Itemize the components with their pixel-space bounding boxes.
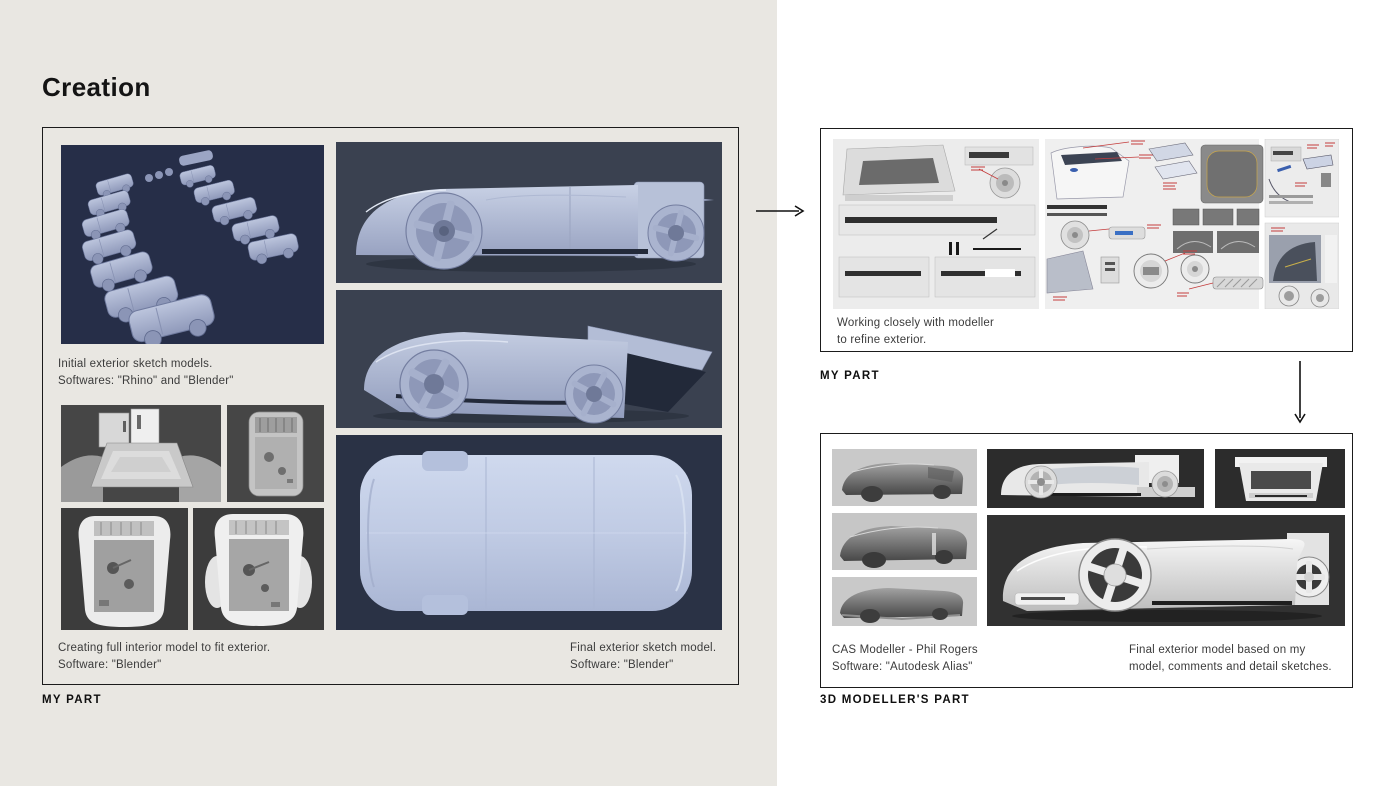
caption-line: Working closely with modeller xyxy=(837,317,995,329)
caption-line: CAS Modeller - Phil Rogers xyxy=(832,644,978,656)
exterior-top-render-image xyxy=(336,435,722,630)
caption-interior xyxy=(58,640,270,674)
caption-line: Creating full interior model to fit exterior. xyxy=(58,642,271,654)
interior-top-narrow-image xyxy=(227,405,324,502)
refine-board xyxy=(820,128,1353,352)
cas-model-view-2-image xyxy=(832,513,977,570)
interior-chassis-b-image xyxy=(193,508,324,630)
page-title: Creation xyxy=(42,72,151,102)
exterior-three-quarter-render-image xyxy=(336,290,722,428)
caption-line: Software: "Blender" xyxy=(570,659,674,671)
cas-model-view-3-image xyxy=(832,577,977,626)
interior-chassis-a-image xyxy=(61,508,188,630)
final-model-rear-image xyxy=(1215,449,1345,508)
modellers-part-label: 3D MODELLER'S PART xyxy=(820,694,970,706)
cas-model-view-1-image xyxy=(832,449,977,506)
initial-sketch-models-image xyxy=(61,145,324,344)
final-model-side-image xyxy=(987,449,1204,508)
my-part-label-left: MY PART xyxy=(42,694,102,706)
caption-cas-modeller xyxy=(832,642,978,676)
modeller-board xyxy=(820,433,1353,688)
interior-perspective-image xyxy=(61,405,221,502)
flow-arrow-down-icon xyxy=(1292,360,1308,424)
caption-line: Final exterior model based on my xyxy=(1129,644,1306,656)
caption-line: Software: "Autodesk Alias" xyxy=(832,661,973,673)
caption-line: to refine exterior. xyxy=(837,334,927,346)
my-part-board xyxy=(42,127,739,685)
caption-line: Final exterior sketch model. xyxy=(570,642,717,654)
caption-line: Initial exterior sketch models. xyxy=(58,358,213,370)
my-part-label-right: MY PART xyxy=(820,370,880,382)
caption-refine xyxy=(837,315,994,349)
caption-final-sketch xyxy=(570,640,716,674)
caption-line: model, comments and detail sketches. xyxy=(1129,661,1332,673)
final-model-hero-image xyxy=(987,515,1345,626)
caption-initial-sketch xyxy=(58,356,234,390)
caption-final-model xyxy=(1129,642,1332,676)
exterior-side-render-image xyxy=(336,142,722,283)
caption-line: Softwares: "Rhino" and "Blender" xyxy=(58,375,234,387)
refinement-annotation-collage-image xyxy=(833,139,1339,309)
flow-arrow-right-icon xyxy=(755,202,805,220)
caption-line: Software: "Blender" xyxy=(58,659,162,671)
